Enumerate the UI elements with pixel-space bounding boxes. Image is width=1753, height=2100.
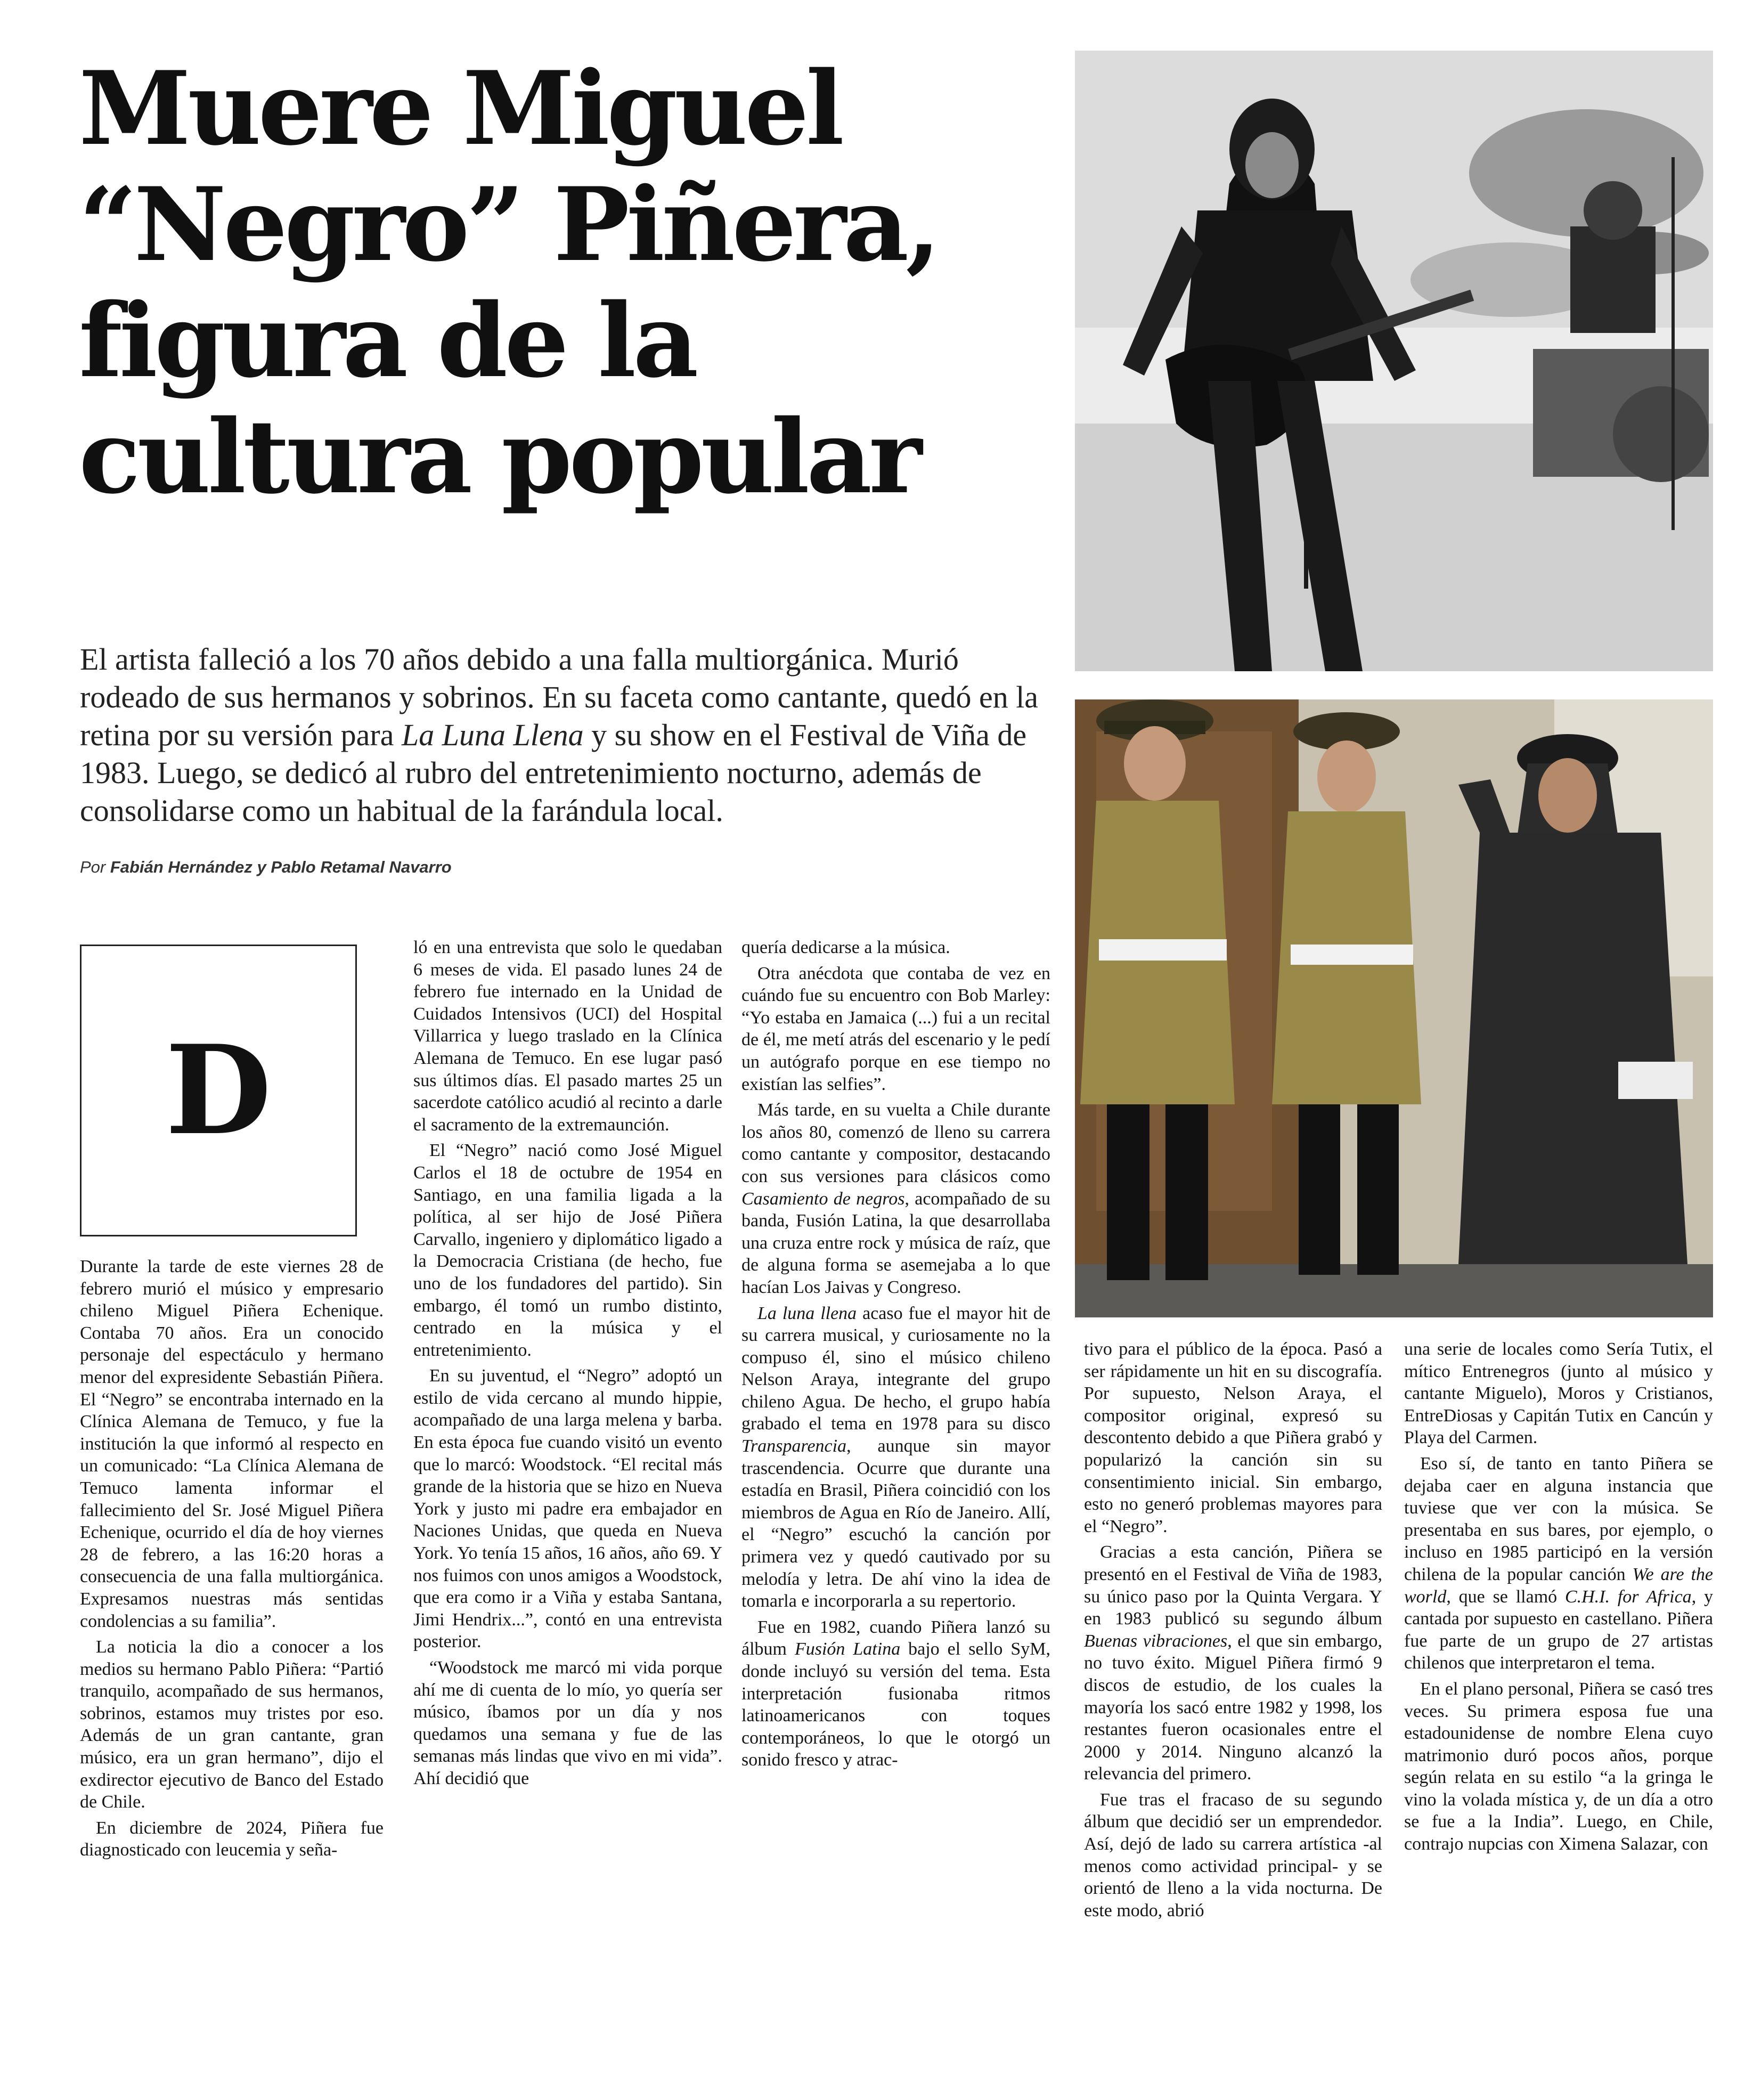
- paragraph: “Woodstock me marcó mi vida porque ahí me di cuenta de lo mío, yo quería ser músico, íbamos por un día y nos quedamos una semana y fue de las semanas más lindas que vivo en mi vida”. Ahí decidió que: [413, 1658, 722, 1788]
- drop-cap-letter: D: [165, 1019, 272, 1162]
- text-run: , que se llamó: [1446, 1586, 1565, 1607]
- concert-photo-image: [1075, 51, 1713, 671]
- paragraph: [1084, 1541, 1382, 1785]
- headline-line: Muere Miguel: [79, 49, 842, 168]
- article-column-2: [413, 937, 722, 1794]
- headline-line: “Negro” Piñera,: [79, 165, 938, 284]
- paragraph: En el plano personal, Piñera se casó tres veces. Su primera esposa fue una estadounidense de nombre Elena cuyo matrimonio duró pocos años, porque según relata en su estilo “a la gringa le vino la volada mística y, de un día a otro se fue a la India”. Luego, en Chile, contrajo nupcias con Ximena Salazar, con: [1404, 1679, 1713, 1854]
- italic-title: Casamiento de negros: [741, 1189, 905, 1209]
- byline-authors: Fabián Hernández y Pablo Retamal Navarro: [110, 858, 452, 876]
- byline-prefix: Por: [80, 858, 110, 876]
- text-run: , el que sin embargo, no tuvo éxito. Miguel Piñera firmó 9 discos de estudio, de los cuales la mayoría los sacó entre 1982 y 1998, los restantes fueron ocasionales entre el 2000 y 2014. Ninguno alcanzó la relevancia del primero.: [1084, 1631, 1382, 1784]
- paragraph: El “Negro” nació como José Miguel Carlos el 18 de octubre de 1954 en Santiago, en una familia ligada a la política, al ser hijo de José Piñera Carvallo, ingeniero y diplomático ligado a la Democracia Cristiana (de hecho, fue uno de los fundadores del partido). Sin embargo, él tomó un rumbo distinto, centrado en la música y el entretenimiento.: [413, 1141, 722, 1360]
- italic-title: Buenas vibraciones: [1084, 1631, 1228, 1651]
- paragraph: [741, 1303, 1050, 1613]
- paragraph: una serie de locales como Sería Tutix, el mítico Entrenegros (junto al músico y cantante Miguelo), Moros y Cristianos, EntreDiosas y Capitán Tutix en Cancún y Playa del Carmen.: [1404, 1339, 1713, 1448]
- paragraph: [1404, 1453, 1713, 1674]
- article-column-3: [741, 937, 1050, 1775]
- dek-song-title: La Luna Llena: [401, 718, 584, 752]
- text-run: , y cantada por supuesto en castellano. Piñera fue parte de un grupo de 27 artistas chilenos que interpretaron el tema.: [1404, 1586, 1713, 1673]
- dek-text: y su show en el Festival de Viña de 1983. Luego, se dedicó al rubro del entretenimiento nocturno, además de consolidarse como un habitual de la farándula local.: [80, 718, 1027, 828]
- text-run: , acompañado de su banda, Fusión Latina, la que desarrollaba una cruza entre rock y música de raíz, que de alguna forma se asemejaba a lo que hacían Los Jaivas y Congreso.: [741, 1189, 1050, 1297]
- paragraph: Fue tras el fracaso de su segundo álbum que decidió ser un emprendedor. Así, dejó de lado su carrera artística -al menos como actividad principal- y se orientó de lleno a la vida nocturna. De este modo, abrió: [1084, 1789, 1382, 1920]
- dek-text: El artista falleció a los 70 años debido a una falla multiorgánica. Murió rodeado de sus hermanos y sobrinos. En su faceta como cantante, quedó en la retina por su versión para: [80, 642, 1039, 752]
- article-column-5: [1404, 1338, 1713, 1859]
- headline-line: figura de la: [79, 281, 696, 400]
- article-column-4: [1084, 1338, 1382, 1925]
- text-run: Gracias a esta canción, Piñera se presentó en el Festival de Viña de 1983, su único paso por la Quinta Vergara. Y en 1983 publicó su segundo álbum: [1084, 1542, 1382, 1629]
- text-run: Fue en 1982, cuando Piñera lanzó su álbum: [741, 1617, 1050, 1659]
- paragraph: La noticia la dio a conocer a los medios su hermano Pablo Piñera: “Partió tranquilo, acompañado de sus hermanos, sobrinos, estamos muy tristes por eso. Además de un gran cantante, gran músico, era un gran hermano”, dijo el exdirector ejecutivo de Banco del Estado de Chile.: [80, 1637, 384, 1812]
- italic-title: La luna llena: [757, 1303, 857, 1323]
- paragraph: ló en una entrevista que solo le quedaban 6 meses de vida. El pasado lunes 24 de febrero fue internado en la Unidad de Cuidados Intensivos (UCI) del Hospital Villarrica y luego traslado en la Clínica Alemana de Temuco. En ese lugar pasó sus últimos días. El pasado martes 25 un sacerdote católico acudió al recinto a darle el sacramento de la extremaunción.: [413, 938, 722, 1135]
- palace-guards-photo-image: [1075, 699, 1713, 1317]
- italic-title: Fusión Latina: [794, 1639, 901, 1659]
- article-dek: [80, 640, 1065, 829]
- paragraph: Otra anécdota que contaba de vez en cuándo fue su encuentro con Bob Marley: “Yo estaba en Jamaica (...) fui a un recital de él, me metí atrás del escenario y le pedí un autógrafo porque en ese tiempo no existían las selfies”.: [741, 963, 1050, 1094]
- paragraph: [741, 1099, 1050, 1298]
- byline: [80, 858, 879, 877]
- headline-line: cultura popular: [79, 397, 919, 516]
- italic-title: Transparencia: [741, 1436, 847, 1456]
- palace-guards-photo: [1075, 699, 1713, 1317]
- article-column-1: [80, 1256, 384, 1865]
- text-run: Eso sí, de tanto en tanto Piñera se dejaba caer en alguna instancia que tuviese que ver con la música. Se presentaba en sus bares, por ejemplo, o incluso en 1985 participó en la versión chilena de la popular canción: [1404, 1453, 1713, 1584]
- paragraph: En diciembre de 2024, Piñera fue diagnosticado con leucemia y seña-: [80, 1818, 384, 1860]
- headline: [79, 51, 1091, 515]
- italic-title: C.H.I. for Africa: [1564, 1586, 1692, 1607]
- drop-cap-box: [80, 945, 357, 1236]
- paragraph: quería dedicarse a la música.: [741, 938, 950, 957]
- italic-title: We are the world: [1404, 1564, 1713, 1607]
- text-run: , aunque sin mayor trascendencia. Ocurre que durante una estadía en Brasil, Piñera coincidió con los miembros de Agua en Río de Janeiro. Allí, el “Negro” escuchó la canción por primera vez y quedó cautivado por su melodía y letra. De ahí vino la idea de tomarla e incorporarla a su repertorio.: [741, 1436, 1050, 1611]
- paragraph: Durante la tarde de este viernes 28 de febrero murió el músico y empresario chileno Miguel Piñera Echenique. Contaba 70 años. Era un conocido personaje del espectáculo y hermano menor del expresidente Sebastián Piñera. El “Negro” se encontraba internado en la Clínica Alemana de Temuco, y fue la institución la que informó al respecto en un comunicado: “La Clínica Alemana de Temuco lamenta informar el fallecimiento del Sr. José Miguel Piñera Echenique, ocurrido el día de hoy viernes 28 de febrero, a las 16:20 horas a consecuencia de una falla multiorgánica. Expresamos nuestras más sentidas condolencias a su familia”.: [80, 1257, 384, 1631]
- concert-photo: [1075, 51, 1713, 671]
- paragraph: tivo para el público de la época. Pasó a ser rápidamente un hit en su discografía. Por supuesto, Nelson Araya, el compositor original, expresó su descontento debido a que Piñera grabó y popularizó la canción sin su consentimiento inicial. Sin embargo, esto no generó problemas mayores para el “Negro”.: [1084, 1339, 1382, 1536]
- text-run: acaso fue el mayor hit de su carrera musical, y curiosamente no la compuso él, sino el músico chileno Nelson Araya, integrante del grupo chileno Agua. De hecho, el grupo había grabado el tema en 1978 para su disco: [741, 1303, 1051, 1434]
- text-run: bajo el sello SyM, donde incluyó su versión del tema. Esta interpretación fusionaba ritmos latinoamericanos con toques contemporáneos, lo que le otorgó un sonido fresco y atrac-: [741, 1639, 1051, 1770]
- paragraph: [741, 1616, 1050, 1771]
- text-run: Más tarde, en su vuelta a Chile durante los años 80, comenzó de lleno su carrera como cantante y compositor, destacando con sus versiones para clásicos como: [741, 1100, 1050, 1186]
- paragraph: En su juventud, el “Negro” adoptó un estilo de vida cercano al mundo hippie, acompañado de una larga melena y barba. En esta época fue cuando visitó un evento que lo marcó: Woodstock. “El recital más grande de la historia que se hizo en Nueva York y justo mi padre era embajador en Naciones Unidas, que queda en Nueva York. Yo tenía 15 años, 16 años, año 69. Y nos fuimos con unos amigos a Woodstock, que era como ir a Viña y estaba Santana, Jimi Hendrix...”, contó en una entrevista posterior.: [413, 1366, 722, 1652]
